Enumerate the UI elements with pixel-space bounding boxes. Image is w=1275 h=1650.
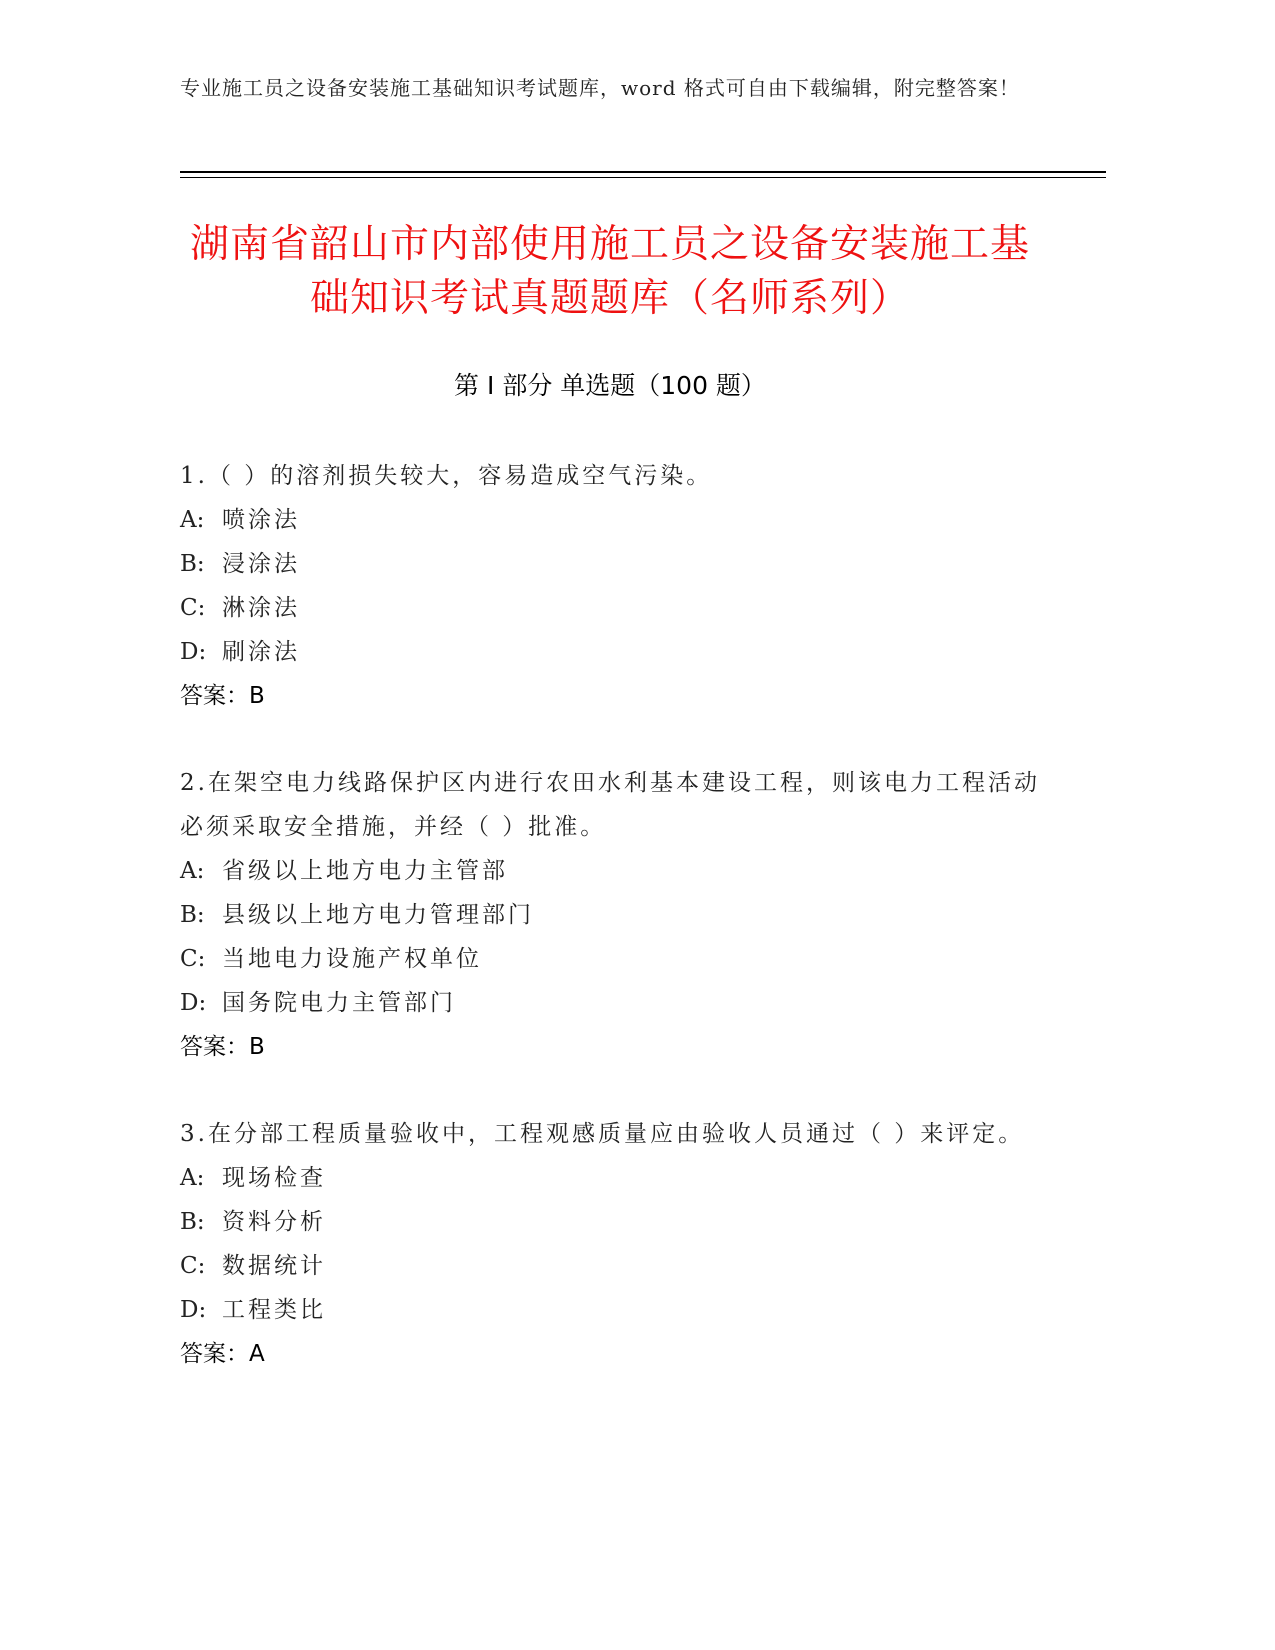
question-item bbox=[180, 761, 1040, 1069]
option-key: A: bbox=[180, 1165, 205, 1191]
option-c bbox=[180, 937, 1040, 981]
option-key: D: bbox=[180, 990, 207, 1016]
header-rule-thick bbox=[180, 171, 1106, 173]
option-text: 资料分析 bbox=[222, 1209, 326, 1235]
question-stem: 2.在架空电力线路保护区内进行农田水利基本建设工程，则该电力工程活动必须采取安全措施，并经（ ）批准。 bbox=[180, 770, 1040, 840]
option-key: C: bbox=[180, 595, 206, 621]
option-key: A: bbox=[180, 507, 205, 533]
option-key: B: bbox=[180, 1209, 205, 1235]
option-b bbox=[180, 893, 1040, 937]
option-text: 工程类比 bbox=[222, 1297, 326, 1323]
question-stem: 1.（ ）的溶剂损失较大，容易造成空气污染。 bbox=[180, 463, 713, 489]
option-d bbox=[180, 981, 1040, 1025]
option-key: C: bbox=[180, 946, 206, 972]
question-item bbox=[180, 454, 1040, 718]
option-text: 数据统计 bbox=[222, 1253, 326, 1279]
answer-line: 答案：A bbox=[180, 1341, 265, 1367]
option-key: C: bbox=[180, 1253, 206, 1279]
question-list bbox=[180, 454, 1040, 1419]
question-item bbox=[180, 1112, 1040, 1376]
option-text: 刷涂法 bbox=[222, 639, 300, 665]
answer-line: 答案：B bbox=[180, 683, 265, 709]
option-a bbox=[180, 849, 1040, 893]
option-text: 喷涂法 bbox=[222, 507, 300, 533]
document-title: 湖南省韶山市内部使用施工员之设备安装施工基础知识考试真题题库（名师系列） bbox=[189, 222, 1030, 321]
option-text: 当地电力设施产权单位 bbox=[222, 946, 482, 972]
option-text: 现场检查 bbox=[222, 1165, 326, 1191]
option-d bbox=[180, 630, 1040, 674]
option-text: 国务院电力主管部门 bbox=[222, 990, 456, 1016]
option-key: B: bbox=[180, 551, 205, 577]
option-c bbox=[180, 586, 1040, 630]
option-a bbox=[180, 1156, 1040, 1200]
option-b bbox=[180, 1200, 1040, 1244]
option-key: D: bbox=[180, 1297, 207, 1323]
option-text: 县级以上地方电力管理部门 bbox=[222, 902, 534, 928]
question-stem: 3.在分部工程质量验收中，工程观感质量应由验收人员通过（ ）来评定。 bbox=[180, 1121, 1025, 1147]
option-b bbox=[180, 542, 1040, 586]
option-text: 淋涂法 bbox=[222, 595, 300, 621]
option-key: D: bbox=[180, 639, 207, 665]
answer-line: 答案：B bbox=[180, 1034, 265, 1060]
option-key: A: bbox=[180, 858, 205, 884]
option-text: 浸涂法 bbox=[222, 551, 300, 577]
option-a bbox=[180, 498, 1040, 542]
option-c bbox=[180, 1244, 1040, 1288]
section-title: 第 I 部分 单选题（100 题） bbox=[454, 371, 766, 400]
header-rule-thin bbox=[180, 177, 1106, 178]
option-text: 省级以上地方电力主管部 bbox=[222, 858, 508, 884]
header-note: 专业施工员之设备安装施工基础知识考试题库，word 格式可自由下载编辑，附完整答案！ bbox=[180, 76, 1020, 100]
option-key: B: bbox=[180, 902, 205, 928]
option-d bbox=[180, 1288, 1040, 1332]
